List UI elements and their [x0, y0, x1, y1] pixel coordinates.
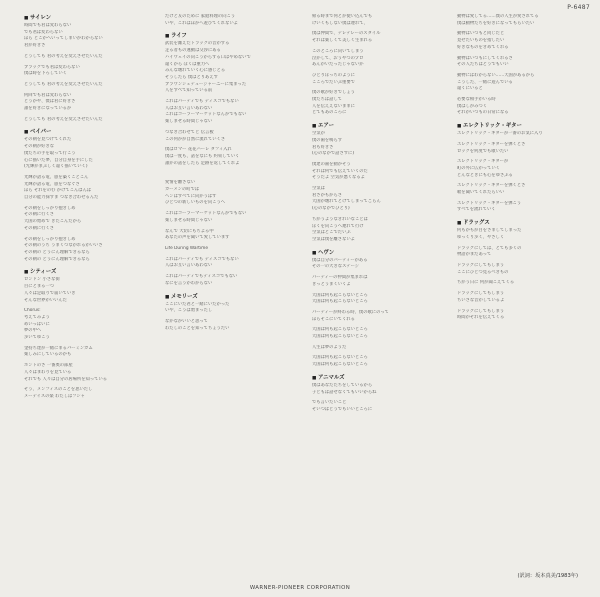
lyric-line: 僕は一度も、話をなにも 約束していく — [165, 153, 240, 159]
lyric-line: きっとうまくいくよ — [312, 281, 351, 287]
lyric-line: 光輝が語る電、旅を築くことこん — [24, 174, 89, 180]
lyric-line: そいつはどうでもいいところに — [312, 406, 373, 412]
lyric-line: 天国は何も起こらないところ — [312, 292, 368, 298]
lyric-line: 金持ち達が一緒にまるバーミンガム — [24, 345, 93, 351]
lyric-line: ちがう日に 何が聞こえてくる — [457, 280, 515, 286]
lyric-line: この何かが自然に流れていくさ — [165, 136, 226, 142]
publisher-footer: WARNER-PIONEER CORPORATION — [249, 585, 351, 591]
lyric-line: ほらそこにいてくれる — [312, 316, 355, 322]
song-title: ■ ドラッグス — [457, 219, 569, 228]
song-block — [165, 180, 277, 287]
lyric-line: 空気は僕を離さないよ — [312, 236, 355, 242]
lyric-line: ちいさな音がしているよ — [457, 297, 505, 303]
lyric-line: 楽しみにしているのかも — [24, 352, 72, 358]
lyric-line: エレクトリック・ギターを弾くとさ — [457, 141, 526, 147]
lyric-line: 僕は時を下ろしていく — [24, 71, 67, 77]
lyric-line: それは何でも伝えていくのだ — [312, 168, 368, 174]
lyric-line: その朝が好きな — [24, 144, 55, 150]
lyric-line: これはコーラーマーケットなんかでもない — [165, 112, 247, 118]
lyric-line: 人はお互い言いあわない — [165, 105, 213, 111]
lyric-line: 人々は足取りで届いていき — [24, 290, 76, 296]
lyric-line: 光輝が語る電、旅をつなぐさ — [24, 181, 80, 187]
lyric-line: その朝のうち うまくつながれるがいいさ — [24, 243, 103, 249]
lyric-line: 天国は何も起こらないところ — [312, 327, 368, 333]
lyric-line: だけど友のために 家庭料理の向こう — [165, 14, 236, 19]
lyric-line: エレクトリック・ギターが — [457, 159, 509, 165]
lyric-line: 人々はまわりを見ている — [24, 369, 72, 375]
lyric-line: ひとりぼっちのように — [312, 72, 355, 78]
lyric-line: 歩いてゆこう — [24, 335, 50, 341]
song-block — [457, 219, 569, 322]
lyric-line: 誰かの話をしたら 足跡を返してくれよ — [165, 160, 240, 166]
lyric-line: それがいつもの日常になる — [457, 110, 509, 116]
lyric-line: 空気は — [312, 186, 325, 192]
lyric-line: 僕の歌が好きでしょう — [312, 90, 355, 96]
lyric-line: 考えてみよう — [24, 314, 50, 320]
song-title: ■ サイレン — [24, 14, 136, 23]
lyric-line: 何回でも君は変わらない — [24, 92, 72, 98]
lyric-line: ロンドン 小さな街 — [24, 277, 60, 283]
lyric-line: 僕は仲間で、テレテレーのスタイル — [312, 31, 381, 37]
lyric-line: わたしのことを知ってちょうだい — [165, 325, 230, 331]
lyric-line: 天国は何も起こらないところ — [312, 362, 368, 368]
lyric-line: ヘンはすべてに向かうはず — [165, 193, 217, 199]
lyric-line: 歌を聞いてくれたらいい — [457, 190, 505, 196]
song-block — [165, 293, 277, 333]
lyric-line: 好きなものをきめてくれる — [457, 44, 509, 50]
lyric-line: その朝を見つけてくれた — [24, 137, 72, 143]
lyric-line: 楽しませる時間じゃない — [165, 119, 213, 125]
lyric-line: カーメンの町では — [165, 187, 200, 193]
lyric-line: 子どもは話せなくてもいいからね — [312, 389, 377, 395]
lyric-line: その朝に行くさ — [24, 225, 55, 231]
lyric-line: ドラッグにしてもしまう — [457, 291, 505, 297]
lyric-line: その一の大きなステージ — [312, 264, 360, 270]
song-block — [24, 128, 136, 263]
lyric-line: 物語がまだあって — [457, 252, 492, 258]
lyric-line: Chorus: — [24, 308, 41, 314]
lyric-line: エレクトリック・ギターが一番のお気に入り — [457, 131, 543, 137]
lyrics-column-2 — [165, 14, 277, 574]
lyric-line: メーデイスの楽 わたしはフシャ — [24, 393, 85, 399]
lyric-line: 動物はいつもと同じだと — [457, 31, 505, 37]
lyric-line: 僕は自分のパーティーがある — [312, 257, 368, 263]
lyric-line: みんな壊れていく心に感じとる — [165, 68, 226, 74]
lyric-line: 人生は夢のようだ — [312, 344, 347, 350]
lyric-line: あなたの声を聞いて愛しています — [165, 235, 230, 241]
lyric-line: 自分の能力探すま つなぎ合わせるんだ — [24, 195, 99, 201]
lyric-line: 天国は何も起こらないところ — [312, 299, 368, 305]
song-title: ■ ライフ — [165, 32, 277, 41]
lyric-line: 空気はどこでだいぶ — [312, 230, 351, 236]
translation-credit: (訳詞：坂本真美/1983年) — [517, 573, 578, 579]
lyric-line: 走る者もの運動は交渉にある — [165, 48, 221, 54]
song-title: ■ ヘヴン — [312, 249, 424, 258]
lyric-line: 目にとまる一つ — [24, 284, 55, 290]
lyric-line: いや、これはほかへ遊びてくれないよ — [165, 20, 238, 26]
lyric-line: これはパーティでも ディスコでもない — [165, 99, 239, 105]
lyric-line: どうしても 君の考えを変えさせたいんだ — [24, 53, 103, 59]
song-title: ■ ベイパー — [24, 128, 136, 137]
lyric-line: 僕はロマー 花花ハーレ タフィ入れ — [165, 147, 232, 153]
lyric-line: 天国が壊れてとけてしまってごらん — [312, 199, 381, 205]
lyric-line: こうした、一緒に遊んでいる — [457, 79, 513, 85]
lyrics-column-3 — [312, 14, 424, 574]
lyric-line: エレクトリック・ギターを弾こう — [457, 200, 522, 206]
song-block — [312, 374, 424, 414]
lyric-line: 僕たちは話して — [312, 97, 343, 103]
lyric-line: こころでだいぶ重要で — [312, 79, 355, 85]
lyric-line: なにを言うかわからない — [165, 280, 213, 286]
lyric-line: つなぎ合わせてと 伝言板 — [165, 129, 214, 135]
lyric-line: 動物にはわからない……天国があるから — [457, 72, 535, 78]
lyric-line: 僕はしがみつく — [457, 103, 487, 109]
lyric-line: その朝に行くさ — [24, 212, 55, 218]
lyric-line: ほら どこかへいってしまいかわからない — [24, 36, 103, 42]
lyric-line: パーティーが終わる時、僕の歌にのって — [312, 309, 389, 315]
lyric-line: 天国の始めで きたこんだから — [24, 219, 82, 225]
lyric-line: その朝の どうにん理解できるなら — [24, 256, 90, 262]
lyric-line: その朝をしっかり抱きしめ — [24, 205, 76, 211]
lyric-line: その人たちはどうでもいい — [457, 62, 509, 68]
lyric-line: そうしたら 僕はとりあえず — [165, 74, 218, 80]
lyric-line: 君さかもからさ — [312, 192, 343, 198]
lyric-line: ドラッグにしてもしまう — [457, 262, 505, 268]
lyric-line: あんがいだったじゃないか — [312, 62, 364, 68]
lyric-line: 天国は何も起こらないところ — [312, 355, 368, 361]
song-title: ■ エアー — [312, 122, 424, 131]
lyric-line: 夢の中へ — [24, 328, 42, 334]
lyric-line: 君も好きさ — [312, 144, 334, 150]
lyric-line: 動物はいつもにしてくれるさ — [457, 55, 513, 61]
lyrics-column-4 — [457, 14, 569, 574]
lyrics-column-1 — [24, 14, 136, 574]
lyric-line: その朝をしっかり抱きしめ — [24, 236, 76, 242]
lyric-line: これはパーティでもディスコでもない — [165, 274, 238, 280]
lyric-line: すべてを流れていく — [457, 207, 496, 213]
lyric-line: いや、こうは始まったし — [165, 308, 213, 314]
lyric-line: 時間でも君は変わらない — [24, 23, 72, 28]
lyric-line: 帰る時まで何とか使い込んでも — [312, 14, 373, 19]
lyric-line: (心のなかで話さずに) — [312, 151, 355, 157]
lyric-line: パーティーの仲間が集まれば — [312, 275, 368, 281]
lyric-line: なんで 大切にもちよる中 — [165, 228, 214, 234]
lyric-line: これはパーティでも ディスコでもない — [165, 256, 239, 262]
lyric-line: でも言いたいこと — [312, 400, 347, 406]
lyric-line: 町の外に広がっていく — [457, 165, 500, 171]
lyric-line: (光輝がまぶしく遠く描いていく) — [24, 164, 88, 170]
lyric-line: そう、メンフィスのことを思いだし — [24, 387, 93, 393]
lyric-line: ぼくを向こうへ連れて行け — [312, 223, 364, 229]
lyric-line: どうしても 君の考えを変えさせたいんだ — [24, 116, 103, 122]
lyric-line: どんなときにも心をゆさぶる — [457, 172, 513, 178]
lyric-line: けいくもしない僕は連れて、 — [312, 20, 368, 26]
lyric-line: 僕はあなたたちをしているから — [312, 382, 373, 388]
song-block — [24, 268, 136, 400]
song-block — [312, 122, 424, 244]
song-title: ■ メモリーズ — [165, 293, 277, 302]
lyric-line: このところに向いてしまう — [312, 48, 364, 54]
lyric-line: その朝の どうにん理解できるなら — [24, 249, 90, 255]
lyric-line: ひとつの新しいものを向こうへ — [165, 200, 226, 206]
lyric-line: 愛情を離さない — [165, 180, 196, 186]
lyric-line: ゆっくり歩く、やさしく — [457, 234, 505, 240]
lyric-line: 必要な相手がいる時 — [457, 97, 496, 103]
lyric-line: ここにいた君と一緒にいたかった — [165, 301, 230, 307]
lyric-line: ブラックでも君は変わらない — [24, 64, 80, 70]
lyric-line: ほら それをのむ かけてこんばんは — [24, 188, 92, 194]
lyric-line: 見せたいものを指したい — [457, 38, 505, 44]
lyric-line: 遠くにいると — [457, 86, 483, 92]
lyric-line: なかなかいいと思って — [165, 318, 208, 324]
lyric-line: でも君は変わらない — [24, 29, 63, 35]
lyric-line: それは楽しくて美しく生まれる — [312, 38, 373, 44]
lyric-line: めいっぱいに — [24, 321, 50, 327]
lyric-line: 僕の歯を鳴らす — [312, 137, 343, 143]
song-title: ■ シティーズ — [24, 268, 136, 277]
song-title: ■ エレクトリック・ギター — [457, 122, 569, 131]
lyric-line: ホントのさ 一番奥の部屋 — [24, 363, 73, 369]
lyric-line: 僕は動物たちを好きになってもらいたい — [457, 20, 535, 26]
song-block — [457, 14, 569, 117]
catalog-number: P-6487 — [567, 4, 590, 11]
song-block — [24, 14, 136, 123]
lyric-line: 僕達の歯を動かそう — [312, 161, 351, 167]
lyric-line: これはコーラーマーケットなんかでもない — [165, 211, 247, 217]
lyric-line: 人を伝ええないままに — [312, 103, 355, 109]
song-title: ■ アニマルズ — [312, 374, 424, 383]
lyric-line: 泣かして、おうやつのプロ — [312, 55, 364, 61]
lyric-line: とてもあのころに — [312, 110, 347, 116]
lyric-line: 空気が — [312, 131, 325, 137]
lyric-line: 何もかもが目をさましてしまった — [457, 228, 522, 234]
lyric-line — [165, 171, 277, 175]
lyric-line: 心に描いた夢、自分自身を手にした — [24, 157, 93, 163]
lyric-line: 遠くから ぼくは重力へ — [165, 61, 210, 67]
lyric-line: 楽しませる時間じゃない — [165, 217, 213, 223]
lyric-line: Life During Wartime — [165, 245, 209, 251]
lyric-line: 動物は愛してる……僕の人生が愛されてる — [457, 14, 539, 19]
song-block — [312, 249, 424, 369]
lyric-line: そうだよ 空気が悪くなるよ — [312, 175, 365, 181]
lyric-line: 僕たちの手を取って行こう — [24, 150, 76, 156]
lyric-line: 天国は何も起こらないところ — [312, 334, 368, 340]
song-block — [457, 122, 569, 214]
lyric-line: 人はお互い言いあわない — [165, 263, 213, 269]
lyric-line: エレクトリック・ギターを弾くとさ — [457, 183, 526, 189]
song-block — [165, 14, 277, 27]
lyric-line: 君が好きさ — [24, 43, 46, 49]
lyric-line: どうかや、僕は君に好きさ — [24, 99, 76, 105]
lyric-line: 武装を雑えだトラックの音がする — [165, 41, 230, 47]
lyric-line: 人をすべて知っている前 — [165, 88, 213, 94]
lyric-line: ロックを何度でも歌いたい — [457, 148, 509, 154]
lyric-line: (心のなかでひとり) — [312, 206, 350, 212]
song-block — [312, 14, 424, 117]
lyric-line: 誰を好きになっているか — [24, 106, 72, 112]
lyric-line: ここにひとつ見るべきもの — [457, 269, 509, 275]
lyric-line: それでも 人々は自分の居場所を知っている — [24, 376, 108, 382]
lyric-line: そんな世界がいいんだ — [24, 297, 67, 303]
lyric-line: ハイウェイの向こうからする口はやめないで — [165, 54, 251, 60]
lyric-line: ドラッグにしてもしまう — [457, 308, 505, 314]
lyric-line: 時間がそれを伝えてくる — [457, 315, 505, 321]
song-block — [165, 32, 277, 175]
lyric-line: ブラウンシュテュージャーニーに集まった — [165, 81, 247, 87]
lyric-line: どうしても 君の考えを変えさせたいんだ — [24, 81, 103, 87]
lyric-line: ドラッグにしては、とても多くの — [457, 245, 522, 251]
lyric-line: ちがうようなきれいなことは — [312, 216, 368, 222]
